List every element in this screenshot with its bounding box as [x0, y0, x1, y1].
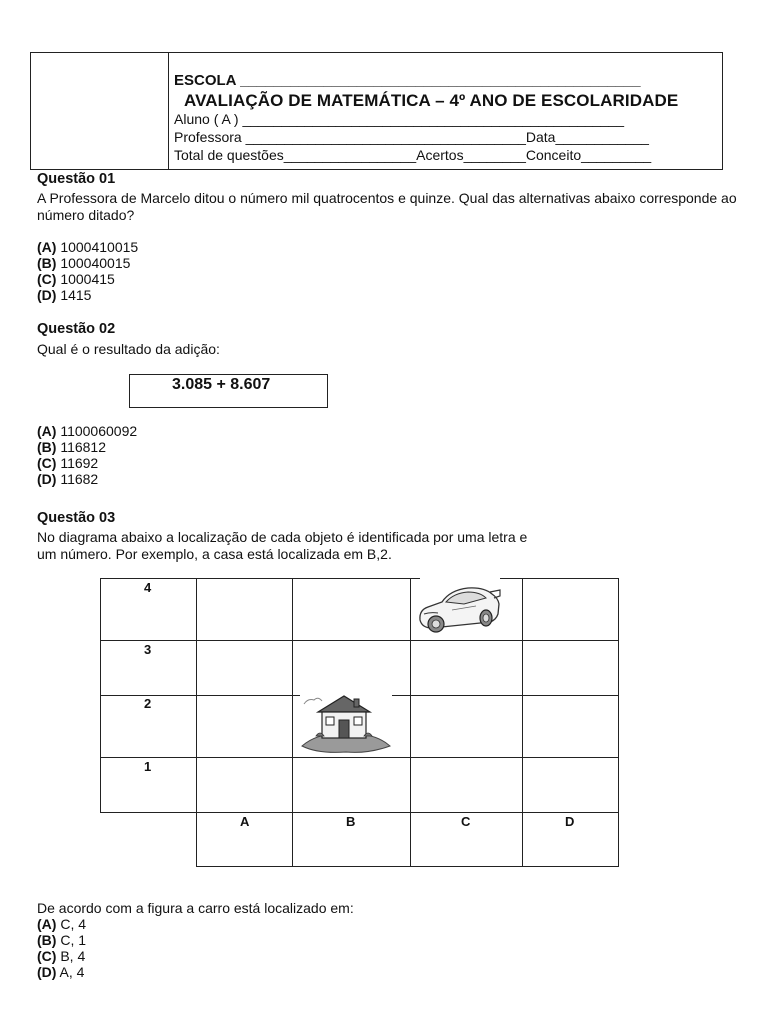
student-field: Aluno ( A ) _________________________________________________	[174, 111, 625, 127]
cell-b3	[292, 640, 411, 696]
cell-d4	[522, 578, 619, 641]
cell-a2	[196, 695, 293, 758]
col-label-cell-c	[410, 812, 523, 867]
cell-c2	[410, 695, 523, 758]
col-label-cell-b	[292, 812, 411, 867]
col-label-c: C	[461, 814, 471, 829]
q1-text: A Professora de Marcelo ditou o número mil quatrocentos e quinze. Qual das alternativas abaixo corresponde ao número ditado?	[37, 190, 737, 223]
addition-box	[129, 374, 328, 408]
col-label-b: B	[346, 814, 356, 829]
page-title: AVALIAÇÃO DE MATEMÁTICA – 4º ANO DE ESCOLARIDADE	[184, 91, 679, 110]
q3-option-c[interactable]: (C) B, 4	[37, 948, 86, 964]
cell-a1	[196, 757, 293, 813]
q3-option-a[interactable]: (A) C, 4	[37, 916, 87, 932]
car-icon	[416, 580, 502, 638]
row-label-cell-3	[100, 640, 197, 696]
cell-b1	[292, 757, 411, 813]
cell-c3	[410, 640, 523, 696]
q3-option-d[interactable]: (D) A, 4	[37, 964, 85, 980]
row-label-3: 3	[144, 642, 152, 657]
q2-text: Qual é o resultado da adição:	[37, 341, 220, 357]
teacher-field: Professora ____________________________________Data____________	[174, 129, 649, 145]
q2-option-a[interactable]: (A) 1100060092	[37, 423, 138, 439]
col-label-cell-d	[522, 812, 619, 867]
q3-option-b[interactable]: (B) C, 1	[37, 932, 87, 948]
cell-b4	[292, 578, 411, 641]
cell-a4	[196, 578, 293, 641]
q1-options	[37, 239, 138, 303]
total-field: Total de questões_________________Acertos________Conceito_________	[174, 147, 652, 163]
q1-option-d[interactable]: (D) 1415	[37, 287, 92, 303]
cell-d3	[522, 640, 619, 696]
row-label-cell-1	[100, 757, 197, 813]
q1-option-b[interactable]: (B) 100040015	[37, 255, 131, 271]
q3-text-line1: No diagrama abaixo a localização de cada objeto é identificada por uma letra e	[37, 529, 528, 545]
q2-option-c[interactable]: (C) 11692	[37, 455, 99, 471]
q3-options	[37, 916, 86, 980]
logo-cell	[31, 53, 169, 169]
row-label-1: 1	[144, 759, 152, 774]
q3-question: De acordo com a figura a carro está localizado em:	[37, 900, 354, 916]
cell-d1	[522, 757, 619, 813]
q2-option-d[interactable]: (D) 11682	[37, 471, 99, 487]
school-field: ESCOLA ________________________________________________	[174, 72, 641, 89]
q1-option-c[interactable]: (C) 1000415	[37, 271, 115, 287]
q2-title: Questão 02	[37, 321, 116, 337]
cell-a3	[196, 640, 293, 696]
cell-b2	[292, 695, 411, 758]
cell-c1	[410, 757, 523, 813]
cell-d2	[522, 695, 619, 758]
row-label-4: 4	[144, 580, 152, 595]
q2-options	[37, 423, 137, 487]
q3-text-line2: um número. Por exemplo, a casa está localizada em B,2.	[37, 546, 392, 562]
col-label-d: D	[565, 814, 575, 829]
cell-c4	[410, 578, 523, 641]
col-label-a: A	[240, 814, 250, 829]
q1-option-a[interactable]: (A) 1000410015	[37, 239, 139, 255]
addition-expression: 3.085 + 8.607	[172, 376, 271, 393]
row-label-cell-2	[100, 695, 197, 758]
q2-option-b[interactable]: (B) 116812	[37, 439, 107, 455]
q1-title: Questão 01	[37, 171, 116, 187]
q3-title: Questão 03	[37, 510, 116, 526]
row-label-cell-4	[100, 578, 197, 641]
house-icon	[298, 690, 394, 754]
row-label-2: 2	[144, 696, 152, 711]
col-label-cell-a	[196, 812, 293, 867]
